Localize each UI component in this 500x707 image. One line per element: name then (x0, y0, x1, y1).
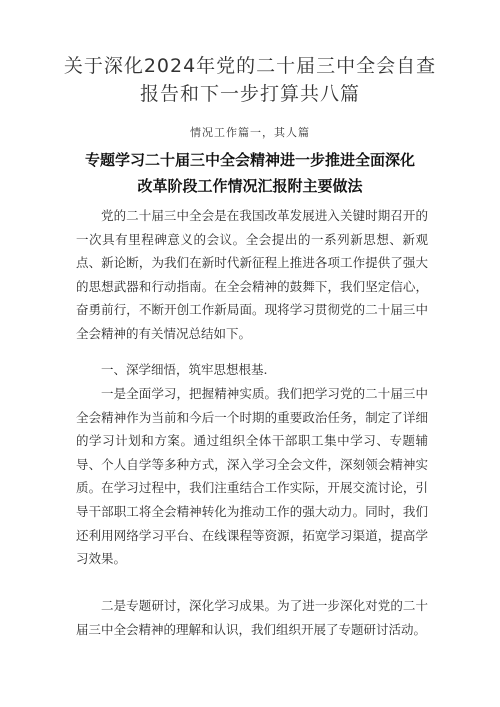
document-title-line-1: 关于深化2024年党的二十届三中全会自查 (63, 55, 437, 77)
article-heading-line-2: 改革阶段工作情况汇报附主要做法 (137, 177, 363, 195)
paragraph-study: 一是全面学习，把握精神实质。我们把学习党的二十届三中全会精神作为当前和今后一个时期的重要政治任务，制定了详细的学习计划和方案。通过组织全体干部职工集中学习、专题辅导、个人自学等多种方式，深入学习全会文件，深刻领会精神实质。在学习过程中，我们注重结合工作实际，开展交流讨论，引导干部职工将全会精神转化为推动工作的强大动力。同时，我们还利用网络学习平台、在线课程等资源，拓宽学习渠道，提高学习效果。 (76, 386, 428, 567)
section-subheading: 一、深学细悟，筑牢思想根基. (101, 362, 268, 377)
paragraph-seminar: 二是专题研讨，深化学习成果。为了进一步深化对党的二十届三中全会精神的理解和认识，我们组织开展了专题研讨活动。 (76, 598, 428, 637)
document-title-line-2: 报告和下一步打算共八篇 (139, 83, 360, 105)
article-heading-line-1: 专题学习二十届三中全会精神进一步推进全面深化 (84, 151, 415, 169)
paragraph-intro: 党的二十届三中全会是在我国改革发展进入关键时期召开的一次具有里程碑意义的会议。全会提出的一系列新思想、新观点、新论断，为我们在新时代新征程上推进各项工作提供了强大的思想武器和行动指南。在全会精神的鼓舞下，我们坚定信心，奋勇前行，不断开创工作新局面。现将学习贯彻党的二十届三中全会精神的有关情况总结如下。 (76, 208, 428, 341)
section-note: 情况工作篇一，其人篇 (190, 126, 310, 139)
